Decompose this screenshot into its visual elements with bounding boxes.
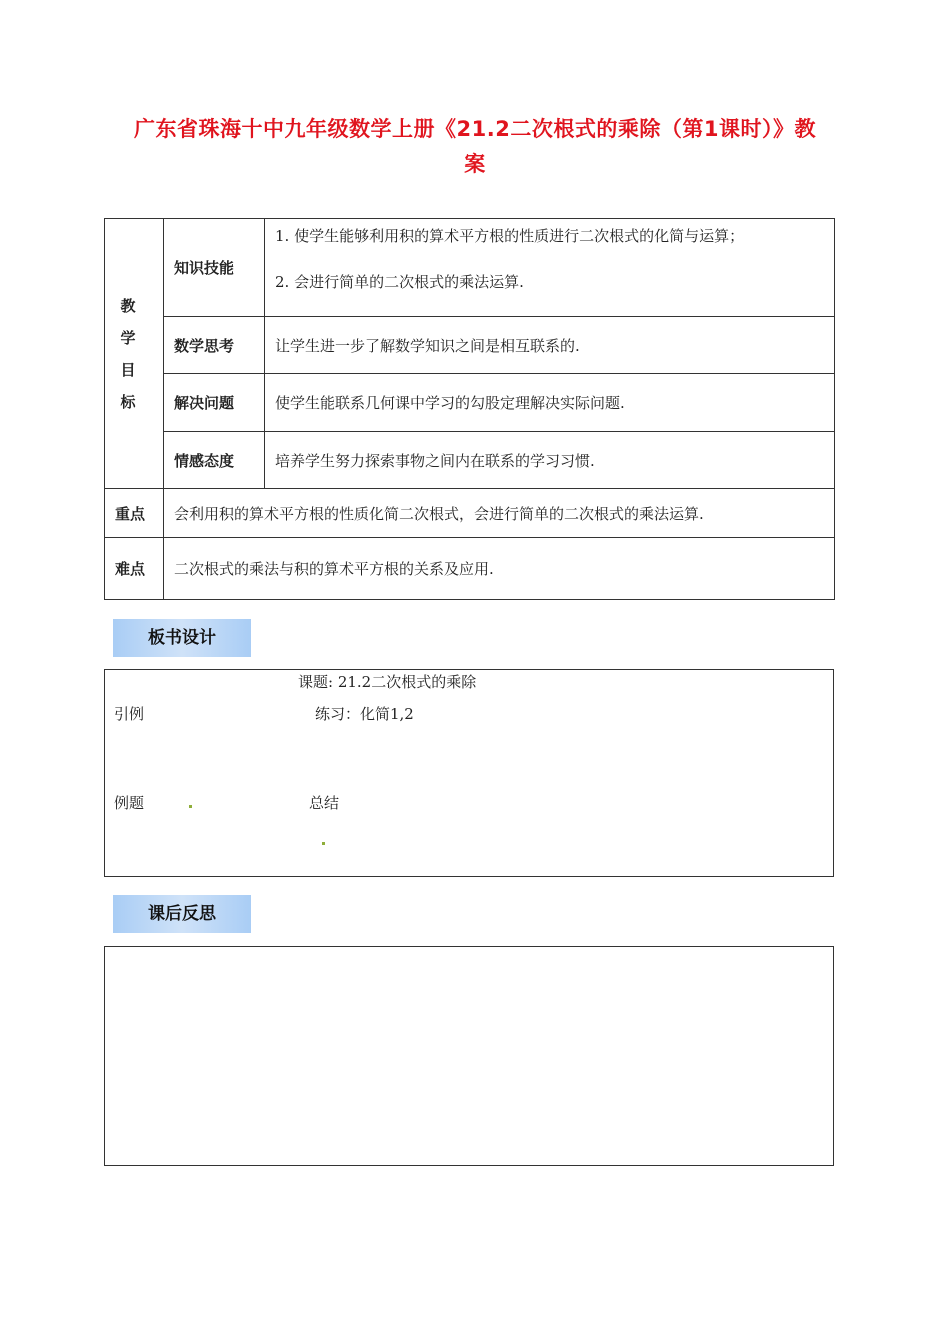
objective-content-knowledge (265, 219, 835, 317)
difficult-point-row (105, 538, 835, 600)
board-topic: 课题: 21.2二次根式的乘除 (298, 673, 477, 691)
decorative-dot (322, 842, 325, 845)
key-point-row (105, 489, 835, 538)
title-line-1: 广东省珠海十中九年级数学上册《21.2二次根式的乘除（第1课时）》教 (134, 117, 816, 141)
board-design-box (104, 669, 834, 877)
objective-content-problem-solving: 使学生能联系几何课中学习的勾股定理解决实际问题. (265, 374, 835, 432)
board-intro: 引例 (114, 705, 145, 723)
objective-row-thinking (105, 317, 835, 374)
teaching-objectives-table (104, 218, 835, 600)
objective-content-attitude: 培养学生努力探索事物之间内在联系的学习习惯. (265, 432, 835, 489)
group-label-char: 学 (120, 328, 136, 347)
board-summary: 总结 (309, 794, 340, 812)
difficult-point-label: 难点 (105, 538, 164, 600)
group-label-char: 教 (120, 296, 136, 315)
reflection-box (104, 946, 834, 1166)
key-point-label: 重点 (105, 489, 164, 538)
difficult-point-text: 二次根式的乘法与积的算术平方根的关系及应用. (164, 538, 835, 600)
objective-label-knowledge: 知识技能 (164, 219, 265, 317)
page-title (100, 112, 850, 182)
group-label-char: 标 (120, 392, 136, 411)
objectives-group-label (105, 219, 164, 489)
objective-line: 1. 使学生能够利用积的算术平方根的性质进行二次根式的化简与运算； (275, 227, 745, 245)
objective-label-problem-solving: 解决问题 (164, 374, 265, 432)
board-practice: 练习：化简1,2 (315, 705, 414, 723)
objective-row-knowledge (105, 219, 835, 317)
title-line-2: 案 (464, 152, 486, 176)
objective-line: 2. 会进行简单的二次根式的乘法运算. (275, 273, 524, 291)
key-point-text: 会利用积的算术平方根的性质化简二次根式，会进行简单的二次根式的乘法运算. (164, 489, 835, 538)
objective-label-attitude: 情感态度 (164, 432, 265, 489)
objective-content-thinking: 让学生进一步了解数学知识之间是相互联系的. (265, 317, 835, 374)
objective-row-attitude (105, 432, 835, 489)
board-design-header: 板书设计 (113, 619, 251, 657)
objective-label-thinking: 数学思考 (164, 317, 265, 374)
reflection-header: 课后反思 (113, 895, 251, 933)
decorative-dot (189, 805, 192, 808)
objective-row-problem-solving (105, 374, 835, 432)
board-example: 例题 (114, 794, 145, 812)
group-label-char: 目 (120, 360, 136, 379)
